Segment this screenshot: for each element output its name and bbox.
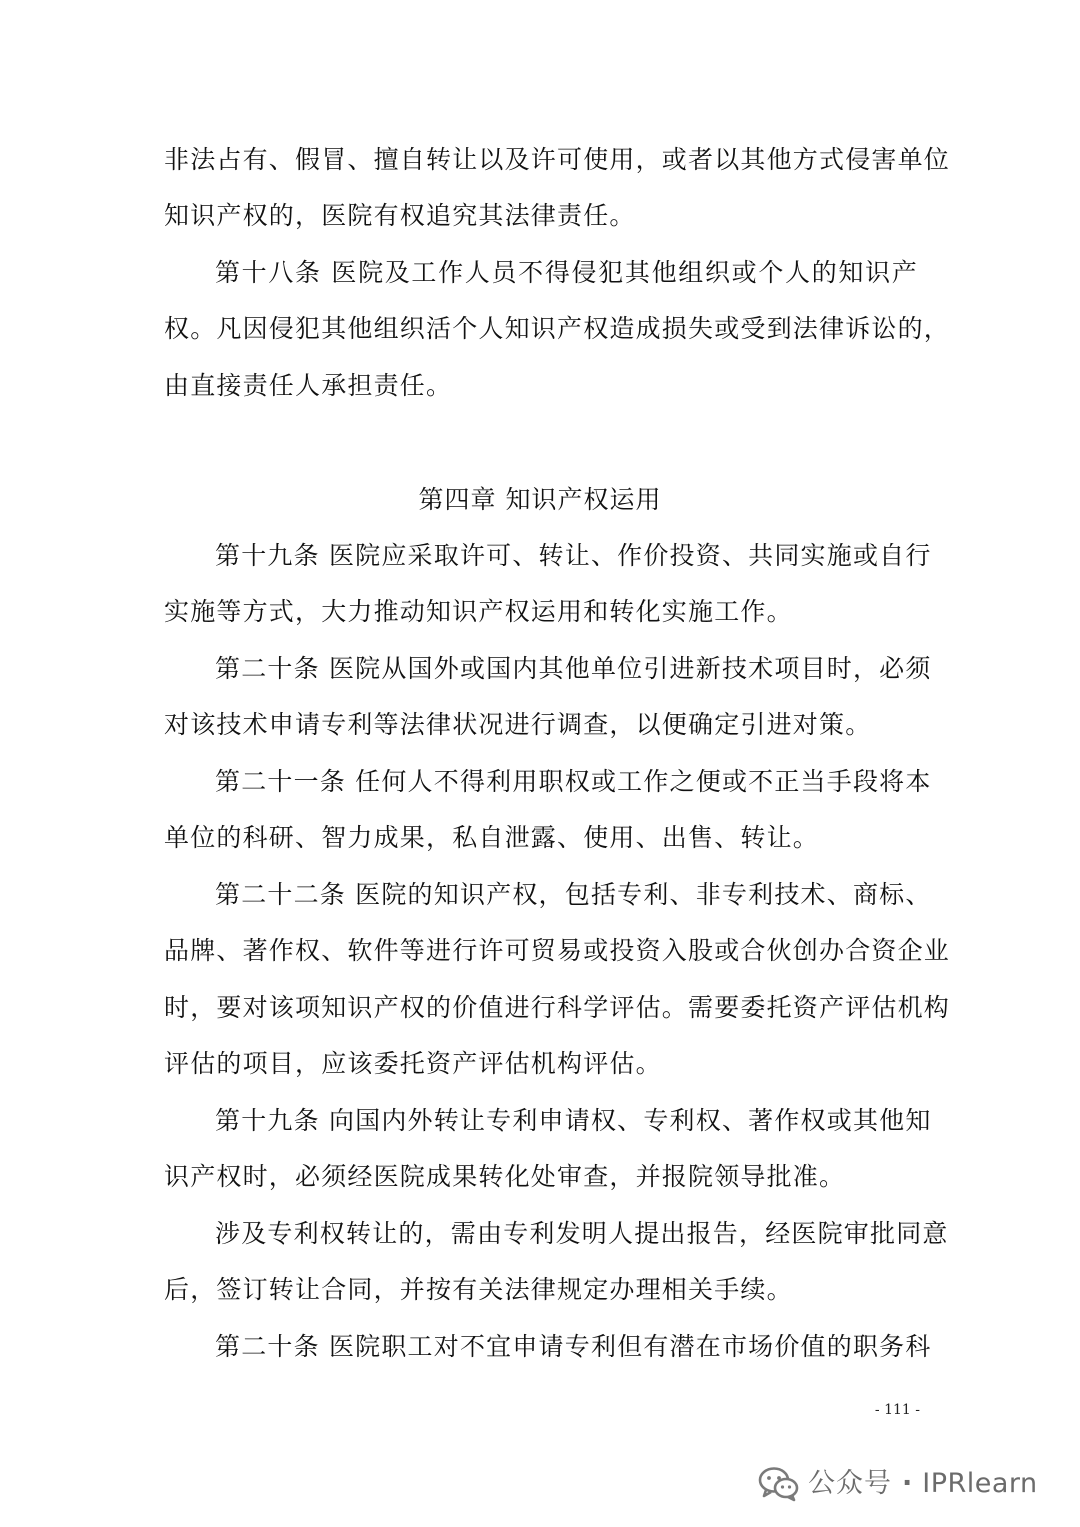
body-line: 评估的项目，应该委托资产评估机构评估。 bbox=[164, 1049, 662, 1078]
body-line: 知识产权的，医院有权追究其法律责任。 bbox=[164, 201, 636, 230]
article-19-line: 第十九条 医院应采取许可、转让、作价投资、共同实施或自行 bbox=[215, 541, 932, 570]
body-line: 由直接责任人承担责任。 bbox=[164, 371, 453, 400]
body-line: 实施等方式，大力推动知识产权运用和转化实施工作。 bbox=[164, 597, 793, 626]
body-line: 单位的科研、智力成果，私自泄露、使用、出售、转让。 bbox=[164, 823, 820, 852]
page-number: - 111 - bbox=[874, 1402, 920, 1418]
article-21-line: 第二十一条 任何人不得利用职权或工作之便或不正当手段将本 bbox=[215, 767, 932, 796]
article-20-line: 第二十条 医院从国外或国内其他单位引进新技术项目时，必须 bbox=[215, 654, 932, 683]
body-line: 识产权时，必须经医院成果转化处审查，并报院领导批准。 bbox=[164, 1162, 846, 1191]
watermark-account: IPRlearn bbox=[922, 1468, 1038, 1499]
wechat-watermark bbox=[758, 1462, 1038, 1506]
article-20b-line: 第二十条 医院职工对不宜申请专利但有潜在市场价值的职务科 bbox=[215, 1332, 932, 1361]
watermark-separator: · bbox=[902, 1468, 913, 1499]
body-line: 对该技术申请专利等法律状况进行调查，以便确定引进对策。 bbox=[164, 710, 872, 739]
chapter-heading: 第四章 知识产权运用 bbox=[418, 485, 662, 514]
body-line: 非法占有、假冒、擅自转让以及许可使用，或者以其他方式侵害单位 bbox=[164, 145, 951, 174]
body-line: 品牌、著作权、软件等进行许可贸易或投资入股或合伙创办合资企业 bbox=[164, 936, 951, 965]
body-line: 时，要对该项知识产权的价值进行科学评估。需要委托资产评估机构 bbox=[164, 993, 951, 1022]
body-line: 涉及专利权转让的，需由专利发明人提出报告，经医院审批同意 bbox=[215, 1219, 949, 1248]
body-line: 后，签订转让合同，并按有关法律规定办理相关手续。 bbox=[164, 1275, 793, 1304]
article-18-line: 第十八条 医院及工作人员不得侵犯其他组织或个人的知识产 bbox=[215, 258, 918, 287]
watermark-label: 公众号 bbox=[808, 1468, 892, 1499]
wechat-icon bbox=[758, 1466, 800, 1502]
body-line: 权。凡因侵犯其他组织活个人知识产权造成损失或受到法律诉讼的， bbox=[164, 314, 951, 343]
article-22-line: 第二十二条 医院的知识产权，包括专利、非专利技术、商标、 bbox=[215, 880, 932, 909]
article-19b-line: 第十九条 向国内外转让专利申请权、专利权、著作权或其他知 bbox=[215, 1106, 932, 1135]
